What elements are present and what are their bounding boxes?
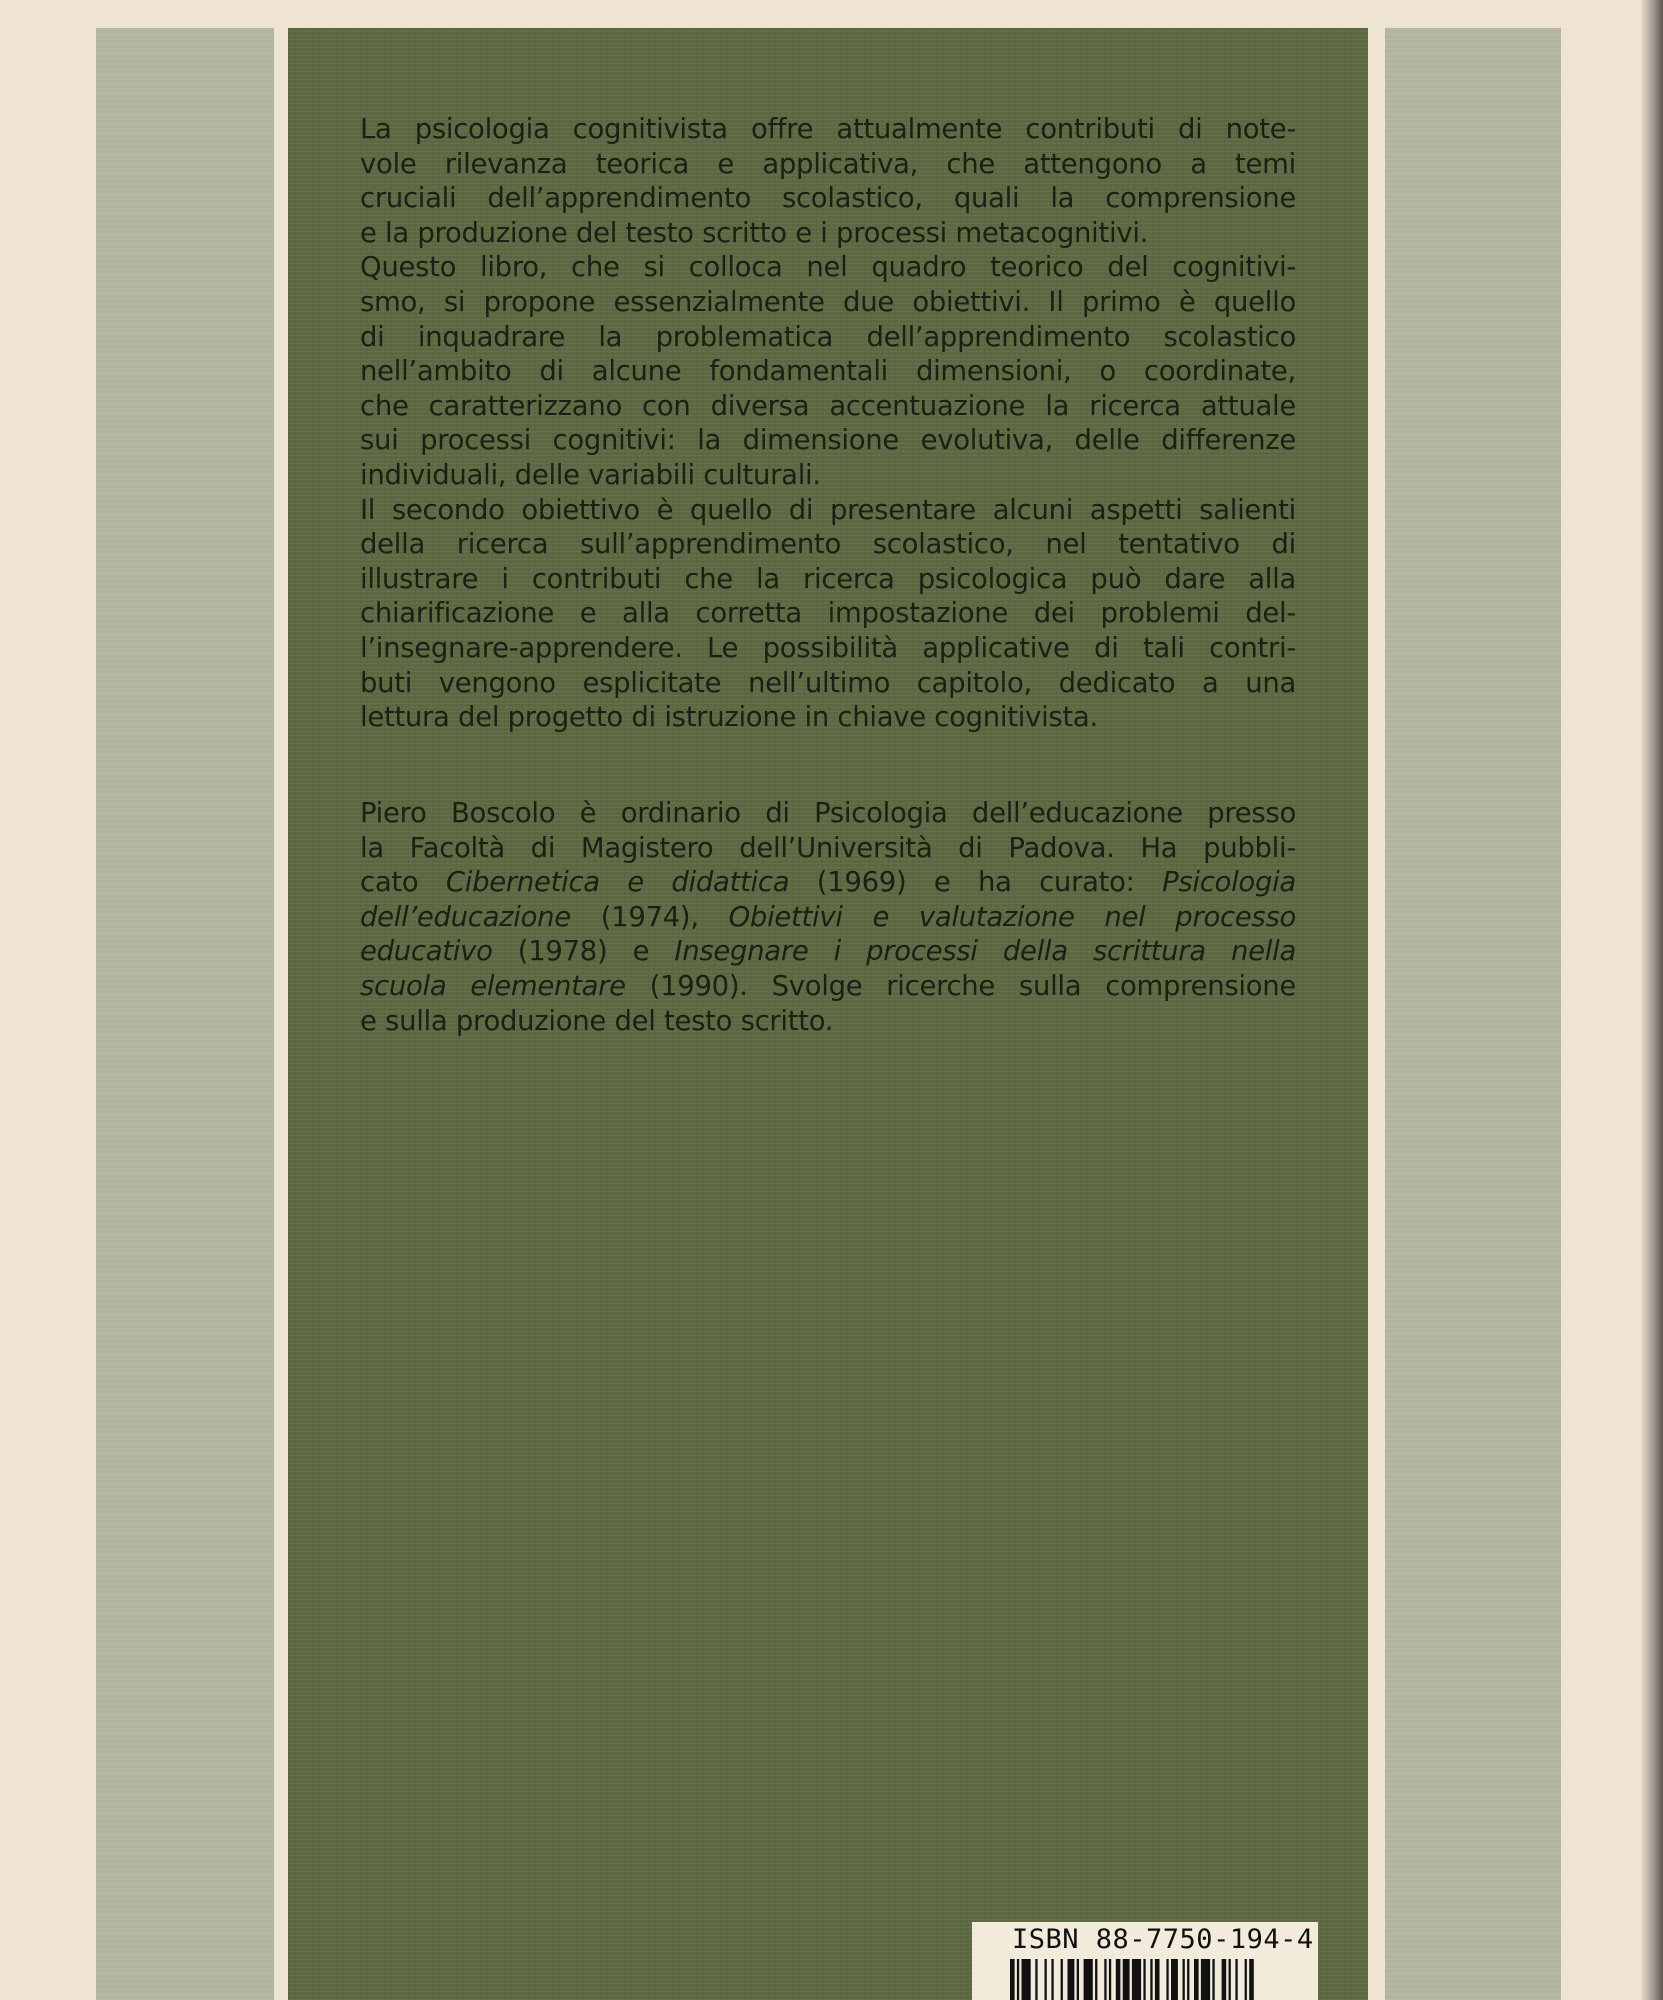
- cover-edge: [1641, 0, 1663, 2000]
- text-line: [360, 147, 1296, 182]
- text-line: [360, 631, 1296, 666]
- text-segment: nell’ambito di alcune fondamentali dimensioni, o coordinate,: [360, 355, 1296, 388]
- text-line: [360, 285, 1296, 320]
- italic-title: Cibernetica e didattica: [445, 866, 790, 899]
- text-segment: Il secondo obiettivo è quello di presentare alcuni aspetti salienti: [360, 493, 1296, 526]
- text-line: [360, 796, 1296, 831]
- text-segment: lettura del progetto di istruzione in chiave cognitivista.: [360, 701, 1098, 734]
- barcode-bar: [1084, 1959, 1093, 2000]
- text-segment: la Facoltà di Magistero dell’Università di Padova. Ha pubbli-: [360, 831, 1296, 864]
- text-segment: smo, si propone essenzialmente due obiettivi. Il primo è quello: [360, 285, 1296, 318]
- text-line: [360, 493, 1296, 528]
- barcode-bar: [1068, 1959, 1075, 2000]
- isbn-number: ISBN 88-7750-194-4: [1012, 1924, 1314, 1955]
- text-line: [360, 423, 1296, 458]
- text-line: [360, 934, 1296, 969]
- barcode-bar: [1143, 1959, 1145, 2000]
- barcode-bar: [1010, 1959, 1015, 2000]
- text-segment: (1969) e ha curato:: [789, 866, 1163, 899]
- text-line: [360, 1004, 1296, 1039]
- text-line: [360, 900, 1296, 935]
- text-segment: sui processi cognitivi: la dimensione evolutiva, delle differenze: [360, 424, 1296, 457]
- italic-title: Insegnare i processi della scrittura nella: [674, 935, 1296, 968]
- text-line: [360, 527, 1296, 562]
- barcode-bar: [1235, 1959, 1237, 2000]
- text-line: [360, 181, 1296, 216]
- text-segment: cruciali dell’apprendimento scolastico, quali la comprensione: [360, 182, 1296, 215]
- barcode-bar: [1187, 1959, 1189, 2000]
- barcode-bar: [1166, 1959, 1168, 2000]
- barcode-bar: [1035, 1959, 1037, 2000]
- text-line: [360, 666, 1296, 701]
- author-bio: [360, 796, 1296, 1038]
- text-segment: l’insegnare-apprendere. Le possibilità applicative di tali contri-: [360, 631, 1296, 664]
- barcode-bar: [1077, 1959, 1079, 2000]
- text-line: [360, 250, 1296, 285]
- text-line: [360, 112, 1296, 147]
- barcode-bar: [1183, 1959, 1185, 2000]
- text-segment: (1974),: [570, 900, 729, 933]
- text-segment: individuali, delle variabili culturali.: [360, 458, 821, 491]
- text-segment: della ricerca sull’apprendimento scolastico, nel tentativo di: [360, 528, 1296, 561]
- barcode-bar: [1150, 1959, 1152, 2000]
- text-segment: chiarificazione e alla corretta impostazione dei problemi del-: [360, 597, 1296, 630]
- text-segment: e la produzione del testo scritto e i processi metacognitivi.: [360, 216, 1149, 249]
- italic-title: educativo: [360, 935, 493, 968]
- barcode-bar: [1212, 1959, 1214, 2000]
- text-segment: cato: [360, 866, 446, 899]
- text-line: [360, 216, 1296, 251]
- barcode-bar: [1132, 1959, 1141, 2000]
- barcode-bar: [1104, 1959, 1106, 2000]
- barcode: [1010, 1959, 1300, 2000]
- text-segment: La psicologia cognitivista offre attualmente contributi di note-: [360, 113, 1296, 145]
- text-segment: (1990). Svolge ricerche sulla comprensione: [625, 969, 1296, 1002]
- barcode-bar: [1229, 1959, 1231, 2000]
- barcode-bar: [1155, 1959, 1160, 2000]
- italic-title: scuola elementare: [360, 969, 626, 1002]
- text-segment: buti vengono esplicitate nell’ultimo capitolo, dedicato a una: [360, 666, 1296, 699]
- barcode-bar: [1061, 1959, 1063, 2000]
- text-line: [360, 865, 1296, 900]
- barcode-bar: [1017, 1959, 1019, 2000]
- text-line: [360, 700, 1296, 735]
- text-segment: Piero Boscolo è ordinario di Psicologia dell’educazione presso: [360, 797, 1296, 829]
- barcode-bar: [1045, 1959, 1047, 2000]
- text-segment: vole rilevanza teorica e applicativa, che attengono a temi: [360, 147, 1296, 180]
- italic-title: Psicologia: [1162, 866, 1296, 899]
- isbn-label: [972, 1922, 1318, 2000]
- barcode-bar: [1123, 1959, 1130, 2000]
- text-line: [360, 969, 1296, 1004]
- barcode-bar: [1109, 1959, 1111, 2000]
- barcode-bar: [1194, 1959, 1199, 2000]
- text-line: [360, 596, 1296, 631]
- text-line: [360, 389, 1296, 424]
- text-line: [360, 831, 1296, 866]
- barcode-bar: [1116, 1959, 1121, 2000]
- text-line: [360, 354, 1296, 389]
- barcode-bar: [1051, 1959, 1053, 2000]
- text-segment: che caratterizzano con diversa accentuazione la ricerca attuale: [360, 389, 1296, 422]
- text-segment: illustrare i contributi che la ricerca psicologica può dare alla: [360, 562, 1296, 595]
- barcode-bar: [1222, 1959, 1227, 2000]
- barcode-bar: [1022, 1959, 1031, 2000]
- right-stripe: [1385, 28, 1561, 2000]
- text-line: [360, 562, 1296, 597]
- text-segment: di inquadrare la problematica dell’apprendimento scolastico: [360, 320, 1296, 353]
- text-line: [360, 458, 1296, 493]
- text-segment: e sulla produzione del testo scritto.: [360, 1004, 834, 1037]
- barcode-bar: [1245, 1959, 1247, 2000]
- text-segment: Questo libro, che si colloca nel quadro teorico del cognitivi-: [360, 251, 1296, 284]
- italic-title: Obiettivi e valutazione nel processo: [728, 900, 1296, 933]
- barcode-bar: [1201, 1959, 1210, 2000]
- text-segment: (1978) e: [492, 935, 675, 968]
- barcode-bar: [1095, 1959, 1097, 2000]
- italic-title: dell’educazione: [360, 900, 571, 933]
- left-stripe: [96, 28, 274, 2000]
- text-line: [360, 320, 1296, 355]
- barcode-bar: [1249, 1959, 1254, 2000]
- barcode-bar: [1171, 1959, 1178, 2000]
- book-description: [360, 112, 1296, 735]
